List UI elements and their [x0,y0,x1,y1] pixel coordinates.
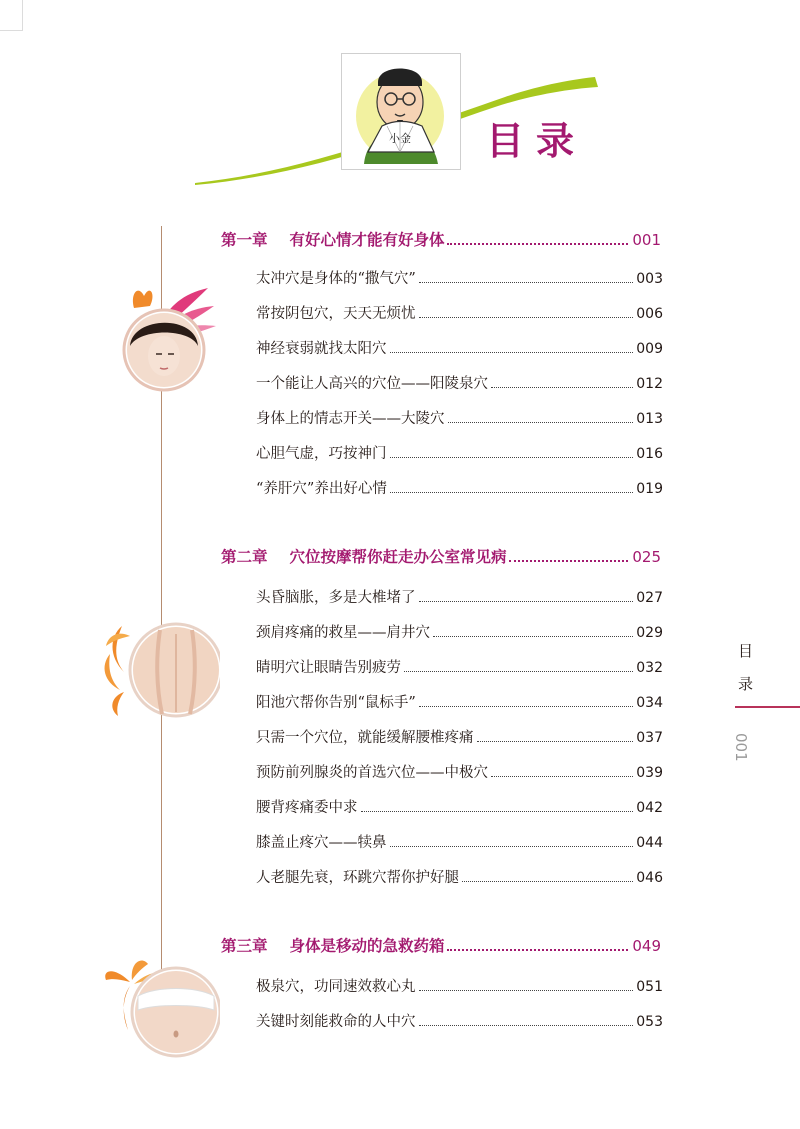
chapter-3-heading[interactable] [221,934,661,958]
toc-entry[interactable] [256,267,663,289]
page-number: 032 [636,660,663,676]
toc-entry[interactable] [256,586,663,608]
back-massage-image [100,616,220,726]
toc-entry[interactable] [256,831,663,853]
chapter-number: 第二章 [221,548,268,566]
dot-leader [509,560,629,562]
page-number: 039 [636,765,663,781]
entry-title: 常按阴包穴，天天无烦忧 [256,306,416,322]
entry-title: 预防前列腺炎的首选穴位——中极穴 [256,765,488,781]
toc-entry[interactable] [256,337,663,359]
entry-title: 阳池穴帮你告别“鼠标手” [256,695,416,711]
dot-leader [390,846,634,847]
dot-leader [447,949,629,951]
chapter-number: 第三章 [221,937,268,955]
chapter-2-heading[interactable] [221,545,661,569]
page-number: 051 [636,979,663,995]
page-number: 003 [636,271,663,287]
toc-entry[interactable] [256,975,663,997]
dot-leader [491,387,633,388]
toc-entry[interactable] [256,866,663,888]
page-number: 013 [636,411,663,427]
dot-leader [419,706,633,707]
page-number: 034 [636,695,663,711]
page-number: 027 [636,590,663,606]
entry-title: 一个能让人高兴的穴位——阳陵泉穴 [256,376,488,392]
page-number: 049 [632,937,661,955]
dot-leader [491,776,633,777]
dot-leader [361,811,634,812]
toc-entry[interactable] [256,407,663,429]
entry-title: 只需一个穴位，就能缓解腰椎疼痛 [256,730,474,746]
dot-leader [419,601,634,602]
chapter-number: 第一章 [221,231,268,249]
toc-entry[interactable] [256,372,663,394]
mascot-fan-text: 小金 [389,132,411,145]
toc-entry[interactable] [256,621,663,643]
dot-leader [419,1025,634,1026]
dot-leader [404,671,633,672]
entry-title: 极泉穴，功同速效救心丸 [256,979,416,995]
dot-leader [448,422,634,423]
page-number: 046 [636,870,663,886]
page-number: 025 [632,548,661,566]
page-number: 006 [636,306,663,322]
entry-title: 睛明穴让眼睛告别疲劳 [256,660,401,676]
page-corner-mark [0,0,23,31]
chapter-1-heading[interactable] [221,228,661,252]
toc-entry[interactable] [256,656,663,678]
toc-entry[interactable] [256,761,663,783]
side-page-number: 001 [732,733,750,762]
entry-title: 头昏脑胀，多是大椎堵了 [256,590,416,606]
toc-entry[interactable] [256,691,663,713]
dot-leader [419,317,634,318]
dot-leader [390,352,634,353]
toc-entry[interactable] [256,1010,663,1032]
toc-entry[interactable] [256,442,663,464]
dot-leader [390,492,633,493]
side-label-lu: 录 [738,675,754,693]
page-number: 042 [636,800,663,816]
chapter-title: 身体是移动的急救药箱 [289,937,445,955]
side-divider [735,706,800,708]
entry-title: 膝盖止疼穴——犊鼻 [256,835,387,851]
side-label-mu: 目 [738,642,754,660]
page-number: 044 [636,835,663,851]
chapter-title: 穴位按摩帮你赶走办公室常见病 [289,548,507,566]
dot-leader [462,881,633,882]
page-number: 037 [636,730,663,746]
page-number: 053 [636,1014,663,1030]
toc-entry[interactable] [256,726,663,748]
entry-title: 关键时刻能救命的人中穴 [256,1014,416,1030]
page-number: 016 [636,446,663,462]
page-number: 012 [636,376,663,392]
page-number: 009 [636,341,663,357]
dot-leader [390,457,634,458]
page-title: 目录 [486,118,587,163]
page-number: 029 [636,625,663,641]
entry-title: “养肝穴”养出好心情 [256,481,387,497]
dot-leader [433,636,633,637]
dot-leader [419,282,633,283]
abdomen-image [100,956,220,1060]
dot-leader [419,990,634,991]
toc-entry[interactable] [256,477,663,499]
entry-title: 太冲穴是身体的“撒气穴” [256,271,416,287]
toc-entry[interactable] [256,796,663,818]
woman-face-image [120,276,220,392]
dot-leader [447,243,629,245]
mascot-portrait [341,53,461,170]
mascot-illustration [342,54,460,169]
entry-title: 神经衰弱就找太阳穴 [256,341,387,357]
toc-entry[interactable] [256,302,663,324]
chapter-title: 有好心情才能有好身体 [289,231,445,249]
entry-title: 腰背疼痛委中求 [256,800,358,816]
entry-title: 身体上的情志开关——大陵穴 [256,411,445,427]
entry-title: 颈肩疼痛的救星——肩井穴 [256,625,430,641]
page-number: 001 [632,231,661,249]
entry-title: 心胆气虚，巧按神门 [256,446,387,462]
page-number: 019 [636,481,663,497]
dot-leader [477,741,634,742]
entry-title: 人老腿先衰，环跳穴帮你护好腿 [256,870,459,886]
